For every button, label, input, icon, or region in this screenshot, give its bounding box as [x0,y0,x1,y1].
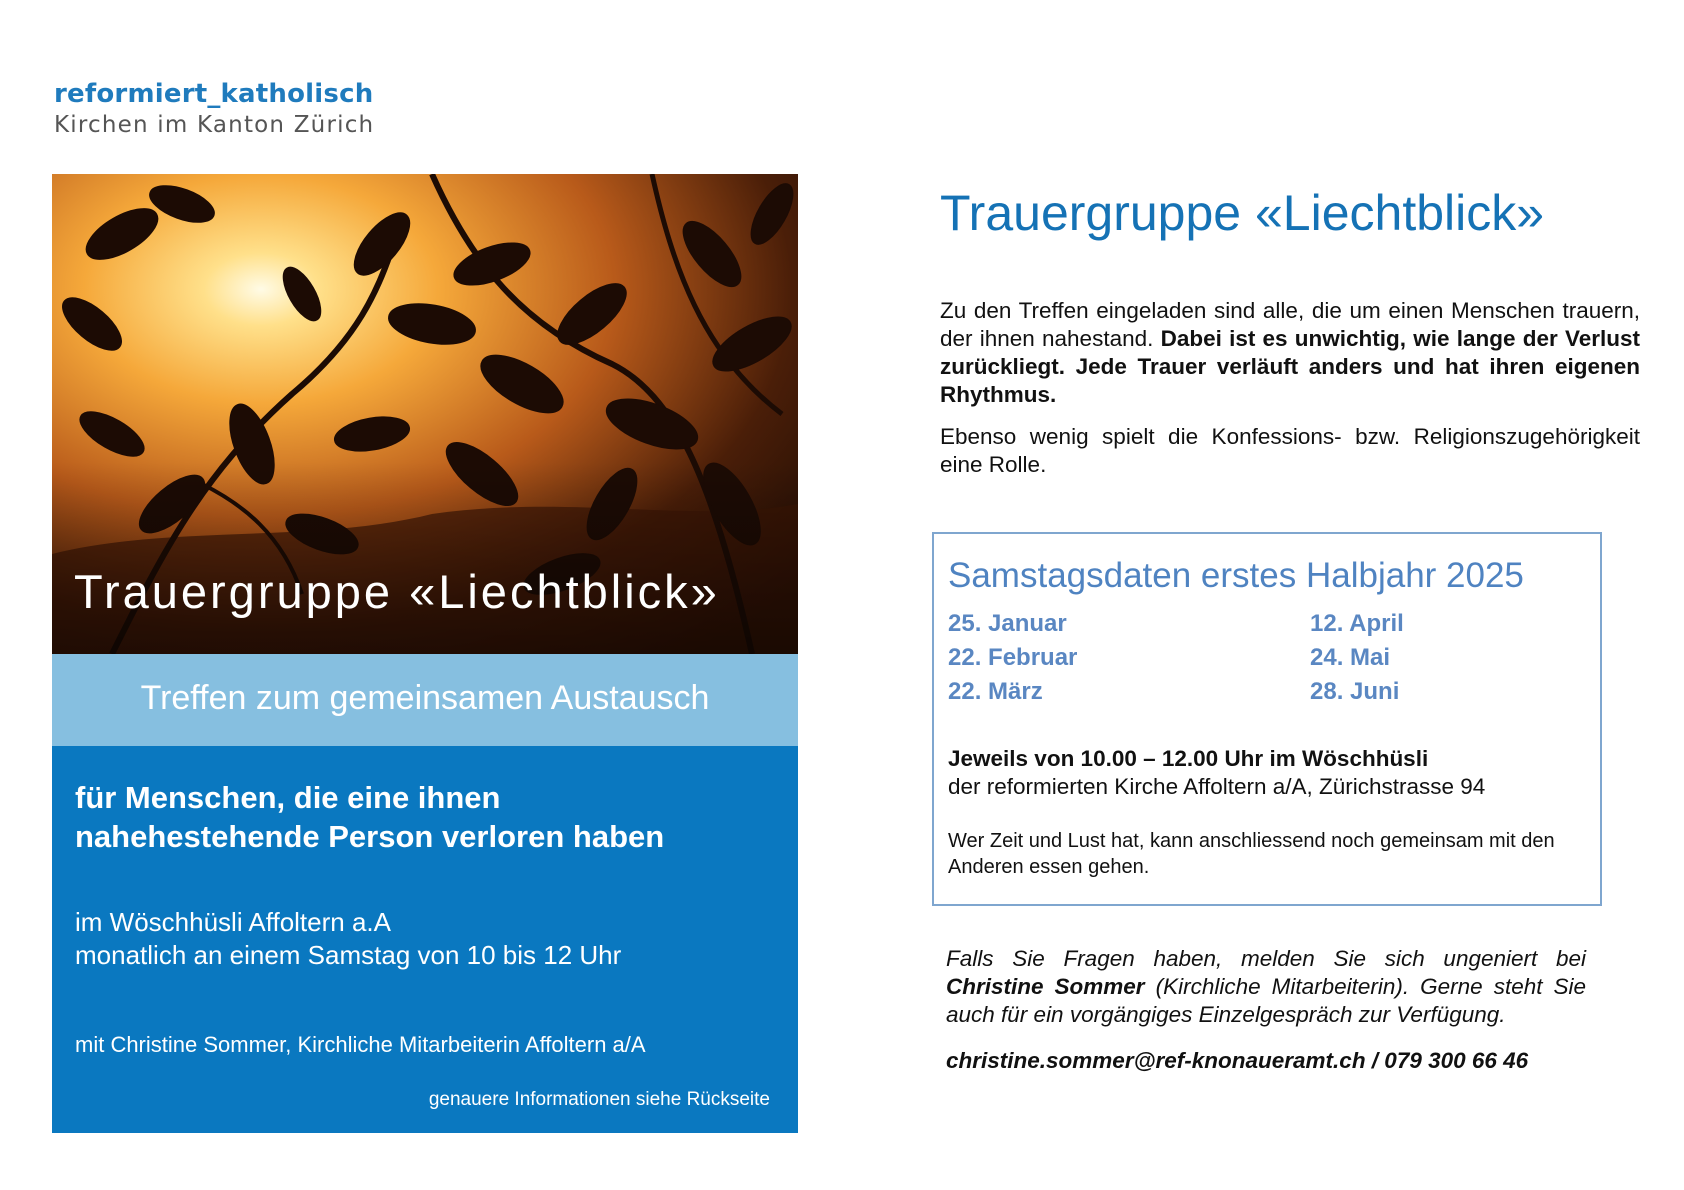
subtitle-band [52,654,798,746]
intro-text [940,297,1640,493]
dates-title: Samstagsdaten erstes Halbjahr 2025 [948,556,1524,595]
date-right-2: 24. Mai [1310,644,1391,671]
meeting-address: der reformierten Kirche Affoltern a/A, Zürichstrasse 94 [948,774,1486,799]
contact-text [946,945,1586,1029]
dates-box [932,532,1602,906]
date-left-3: 22. März [948,678,1043,705]
intro-paragraph-2: Ebenso wenig spielt die Konfessions- bzw. Religionszugehörigkeit eine Rolle. [940,424,1640,477]
location-text [75,906,621,972]
meeting-time: Jeweils von 10.00 – 12.00 Uhr im Wöschhüsli [948,746,1429,771]
date-right-1: 12. April [1310,610,1404,637]
location-line-1: im Wöschhüsli Affoltern a.A [75,907,391,937]
logo-brand: reformiert_katholisch [54,79,374,109]
intro-bold: Dabei ist es unwichtig, wie lange der Verlust zurückliegt. Jede Trauer verläuft anders und hat ihren eigenen Rhythmus. [940,326,1640,407]
audience-line-1: für Menschen, die eine ihnen [75,780,501,815]
contact-name: Christine Sommer [946,974,1145,999]
audience-text [75,778,664,856]
flyer-photo-title: Trauergruppe «Liechtblick» [74,565,720,618]
host-text: mit Christine Sommer, Kirchliche Mitarbeiterin Affoltern a/A [75,1032,646,1057]
lunch-note: Wer Zeit und Lust hat, kann anschliessend noch gemeinsam mit den Anderen essen gehen. [948,830,1555,878]
audience-line-2: nahehestehende Person verloren haben [75,819,665,854]
date-right-3: 28. Juni [1310,678,1400,705]
contact-email-phone[interactable]: christine.sommer@ref-knonaueramt.ch / 079 300 66 46 [946,1048,1529,1073]
location-line-2: monatlich an einem Samstag von 10 bis 12 Uhr [75,940,622,970]
details-band [52,746,798,1133]
logo-subtitle: Kirchen im Kanton Zürich [54,112,375,138]
page-title: Trauergruppe «Liechtblick» [940,185,1545,241]
more-info-text: genauere Informationen siehe Rückseite [428,1089,770,1110]
contact-after: (Kirchliche Mitarbeiterin). Gerne steht Sie auch für ein vorgängiges Einzelgespräch zur Verfügung. [946,974,1586,1027]
sunset-leaves-photo [52,174,798,654]
contact-before: Falls Sie Fragen haben, melden Sie sich ungeniert bei [946,946,1586,971]
date-left-2: 22. Februar [948,644,1078,671]
flyer-front [52,174,798,1133]
intro-plain: Zu den Treffen eingeladen sind alle, die um einen Menschen trauern, der ihnen nahestand. [940,298,1640,351]
subtitle-band-text: Treffen zum gemeinsamen Austausch [140,679,710,717]
logo [54,78,374,140]
date-left-1: 25. Januar [948,610,1067,637]
intro-paragraph-1 [940,297,1640,409]
